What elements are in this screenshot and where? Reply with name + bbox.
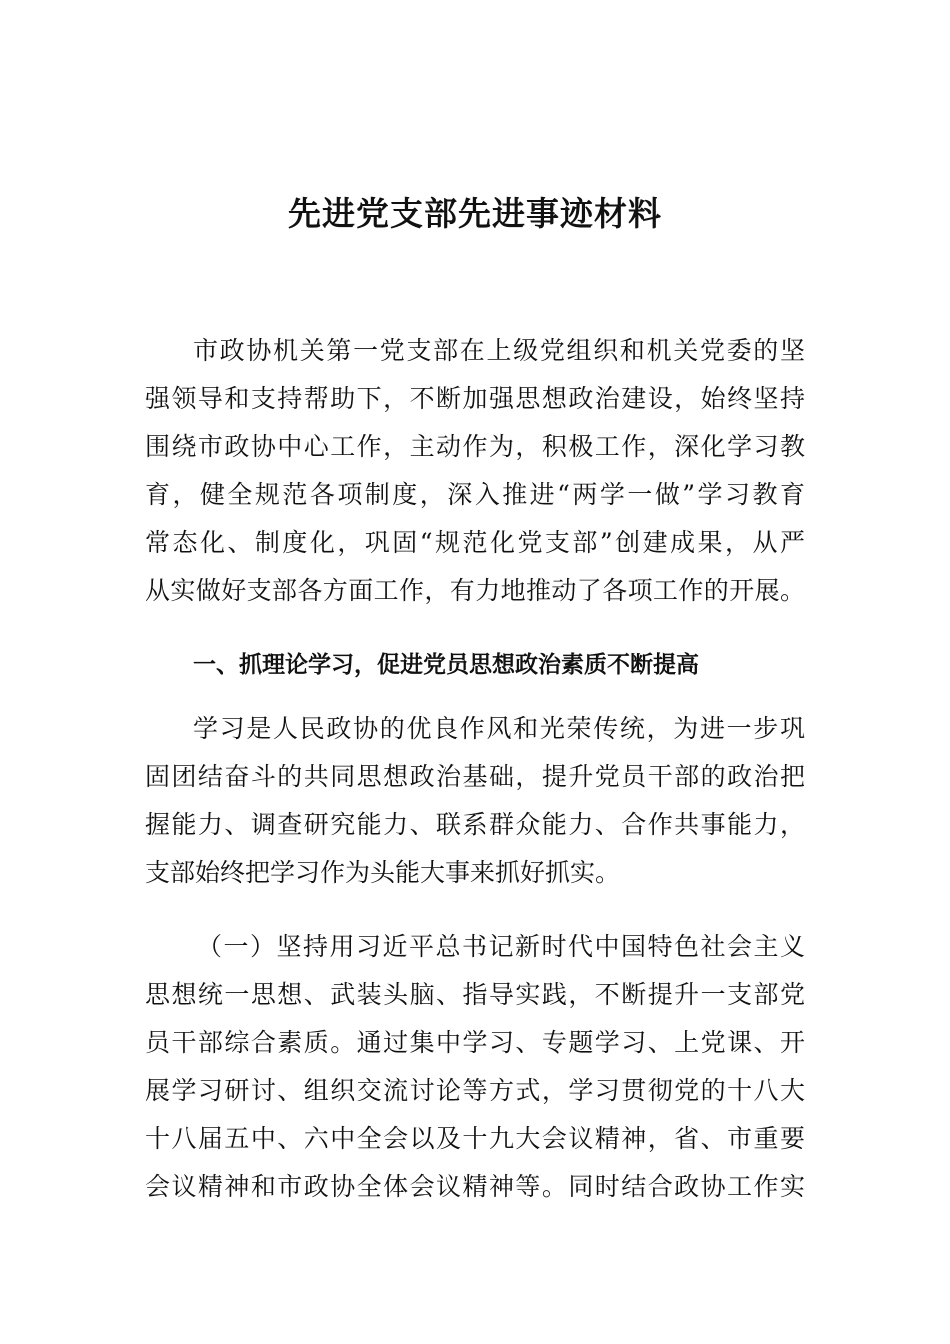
document-title: 先进党支部先进事迹材料 <box>288 194 662 233</box>
paragraph-line: 围绕市政协中心工作，主动作为，积极工作，深化学习教 <box>145 432 805 461</box>
paragraph-line: 支部始终把学习作为头能大事来抓好抓实。 <box>145 858 621 887</box>
paragraph-line: （一）坚持用习近平总书记新时代中国特色社会主义 <box>197 932 805 961</box>
paragraph-line: 市政协机关第一党支部在上级党组织和机关党委的坚 <box>193 336 805 365</box>
paragraph-line: 展学习研讨、组织交流讨论等方式，学习贯彻党的十八大 <box>145 1076 805 1105</box>
paragraph-line: 思想统一思想、武装头脑、指导实践，不断提升一支部党 <box>145 980 805 1009</box>
paragraph-line: 握能力、调查研究能力、联系群众能力、合作共事能力， <box>145 810 805 839</box>
paragraph-line: 学习是人民政协的优良作风和光荣传统，为进一步巩 <box>193 714 805 743</box>
paragraph-line: 员干部综合素质。通过集中学习、专题学习、上党课、开 <box>145 1028 805 1057</box>
paragraph-line: 从实做好支部各方面工作，有力地推动了各项工作的开展。 <box>145 576 805 605</box>
paragraph-line: 强领导和支持帮助下，不断加强思想政治建设，始终坚持 <box>145 384 805 413</box>
section-heading: 一、抓理论学习，促进党员思想政治素质不断提高 <box>193 652 699 678</box>
paragraph-line: 育，健全规范各项制度，深入推进“两学一做”学习教育 <box>145 480 805 509</box>
paragraph-line: 十八届五中、六中全会以及十九大会议精神，省、市重要 <box>145 1124 805 1153</box>
paragraph-line: 会议精神和市政协全体会议精神等。同时结合政协工作实 <box>145 1172 805 1201</box>
paragraph-line: 常态化、制度化，巩固“规范化党支部”创建成果，从严 <box>145 528 805 557</box>
paragraph-line: 固团结奋斗的共同思想政治基础，提升党员干部的政治把 <box>145 762 805 791</box>
